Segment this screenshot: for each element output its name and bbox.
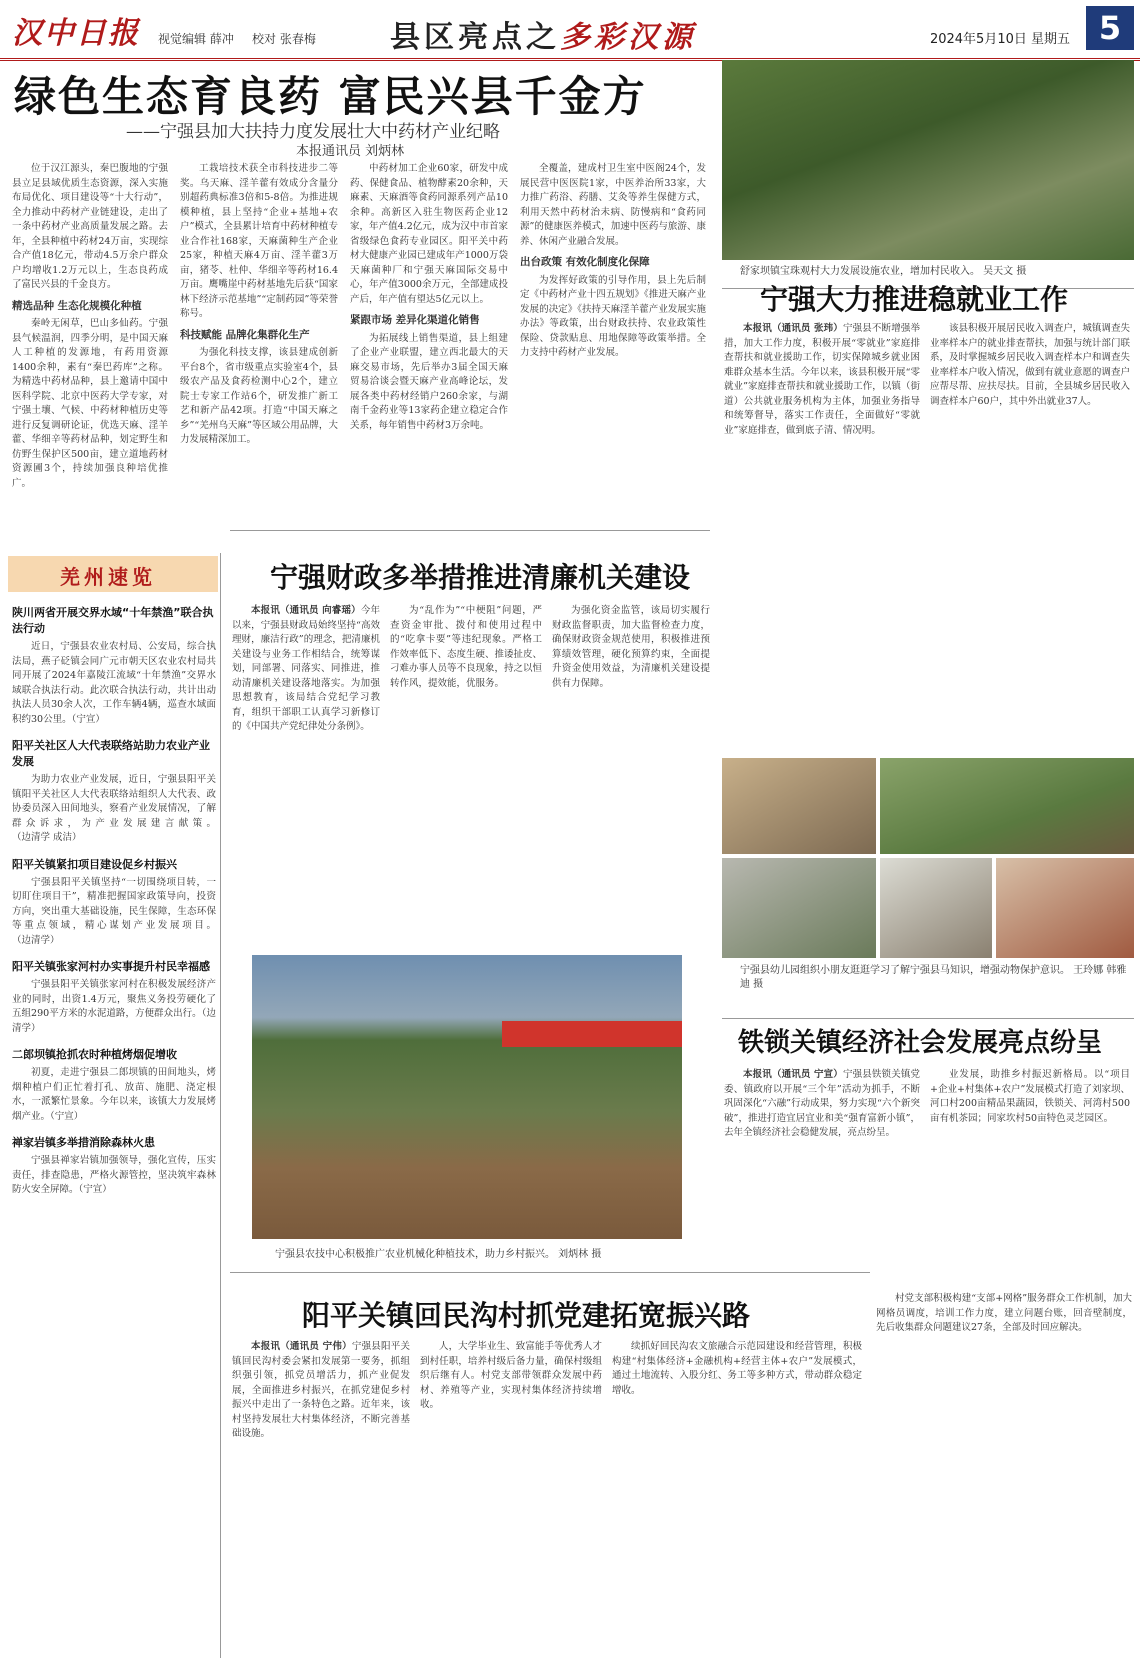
aerial-photo-greenhouses bbox=[722, 60, 1134, 260]
divider bbox=[230, 530, 710, 531]
finance-column-2: 为“乱作为”“中梗阻”问题，严查资金审批、拨付和使用过程中的“吃拿卡要”等违纪现象。严格工作效率低下、态度生硬、推诿扯皮、刁难办事人员等不良现象，持之以恒转作风，提效能，优服务。 bbox=[390, 605, 542, 689]
visual-editor: 视觉编辑 薛冲 bbox=[158, 32, 234, 46]
sidebar-title: 羌州速览 bbox=[60, 565, 156, 589]
tiesuo-headline: 铁锁关镇经济社会发展亮点纷呈 bbox=[738, 1028, 1103, 1058]
yangping-column-2: 人，大学毕业生、致富能手等优秀人才到村任职，培养村级后备力量，确保村级组织后继有人。村党支部带领群众发展中药材、养殖等产业，实现村集体经济持续增收。 bbox=[420, 1341, 602, 1410]
photo-child-closeup bbox=[996, 858, 1134, 958]
lead-subtitle: ——宁强县加大扶持力度发展壮大中药材产业纪略 bbox=[126, 122, 500, 142]
lead-headline: 绿色生态育良药 富民兴县千金方 bbox=[14, 72, 647, 121]
employment-headline: 宁强大力推进稳就业工作 bbox=[760, 283, 1069, 316]
list-item: 禅家岩镇多举措消除森林火患 宁强县禅家岩镇加强领导，强化宣传，压实责任，排查隐患，严格火源管控，坚决筑牢森林防火安全屏障。（宁宣） bbox=[12, 1136, 216, 1195]
lead-column-2: 工栽培技术获全市科技进步二等奖。乌天麻、淫羊藿有效成分含量分别超药典标准3倍和5-8倍。为推进规模种植，县上坚持“企业+基地+农户”模式，全县累计培育中药材种植专业合作社168家，天麻菌种生产企业25家，种植天麻4万亩、淫羊藿3万亩，猪苓、杜仲、华细辛等药材16.4万亩。鹰嘴崖中药材基地先后获“国家林下经济示范基地”“定制药园”等荣誉称号。 科技赋能 品牌化集群化生产 为强化科技支撑，该县建成创新平台8个，省市级重点实验室4个，县级农产品及食药检测中心2个，建立院士专家工作站6个，研发推广新工艺和新产品42项。打造“中国天麻之乡”“羌州乌天麻”等区域公用品牌，大力发展精深加工。 bbox=[180, 163, 338, 445]
photo-horses-field bbox=[880, 758, 1134, 854]
divider bbox=[230, 1272, 870, 1273]
kids-photo-caption: 宁强县幼儿园组织小朋友逛逛学习了解宁强县马知识，增强动物保护意识。 王玲娜 韩雅迪 摄 bbox=[740, 965, 1127, 990]
newspaper-logo: 汉中日报 bbox=[12, 16, 140, 51]
proofreader: 校对 张春梅 bbox=[252, 32, 316, 46]
tiesuo-column-2: 业发展，助推乡村振迟新格局。以“项目+企业+村集体+农户”发展模式打造了刘家坝、河口村200亩精品果蔬园，铁锁关、河湾村500亩有机茶园；同家坎村50亩特色灵芝园区。 bbox=[930, 1069, 1130, 1124]
lead-column-3: 中药材加工企业60家，研发中成药、保健食品、植物酵素20余种，天麻素、天麻酒等食药同源系列产品10余种。高新区入驻生物医药企业12家，年产值4.2亿元，成为汉中市首家省级绿色食药专业园区。阳平关中药材大健康产业园已建成年产1000万袋天麻菌种厂和宁强天麻国际交易中心，年产值3000余万元，全部建成投产后，年产值有望达5亿元以上。 紧跟市场 差异化渠道化销售 为拓展线上销售渠道，县上组建了企业产业联盟，建立西北最大的天麻交易市场，先后举办3届全国天麻贸易洽谈会暨天麻产业高峰论坛，发展各类中药材经销户260余家，与湖南千金药业等13家药企建立稳定合作关系，每年销售中药材3万余吨。 bbox=[350, 163, 508, 431]
list-item: 二郎坝镇抢抓农时种植烤烟促增收 初夏，走进宁强县二郎坝镇的田间地头，烤烟种植户们正忙着打孔、放苗、施肥、浇定根水，一派繁忙景象。今年以来，该镇大力发展烤烟产业。（宁宣） bbox=[12, 1048, 216, 1122]
farm-machinery-photo bbox=[252, 955, 682, 1239]
finance-column-1: 本报讯（通讯员 向睿瑶）今年以来，宁强县财政局始终坚持“高效理财，廉洁行政”的理念，把清廉机关建设与业务工作相结合，统筹谋划，同部署、同落实、同推进，推动清廉机关建设落地落实。为加强思想教育，该局结合党纪学习教育，组织干部职工认真学习新修订的《中国共产党纪律处分条例》。 bbox=[232, 605, 380, 732]
list-item: 阳平关镇紧扣项目建设促乡村振兴 宁强县阳平关镇坚持“一切围绕项目转，一切盯住项目干”，精准把握国家政策导向，投资方向，突出重大基础设施，民生保障，生态环保等重点领域，精心谋划产业发展项目。（边清学） bbox=[12, 857, 216, 946]
list-item: 阳平关社区人大代表联络站助力农业产业发展 为助力农业产业发展，近日，宁强县阳平关镇阳平关社区人大代表联络站组织人大代表、政协委员深入田间地头，察看产业发展情况，了解群众诉求，为产业发展建言献策。（边清学 成洁） bbox=[12, 739, 216, 843]
tiesuo-column-1: 本报讯（通讯员 宁宣）宁强县铁锁关镇党委、镇政府以开展“三个年”活动为抓手，不断巩固深化“六融”行动成果，努力实现“六个新突破”，推进打造宜居宜业和美“强育富新小镇”，去年全镇经济社会稳健发展，亮点纷呈。 bbox=[724, 1069, 920, 1138]
top-photo-caption: 舒家坝镇宝珠观村大力发展设施农业，增加村民收入。 吴天文 摄 bbox=[740, 266, 1027, 277]
photo-kids-outdoor bbox=[722, 858, 876, 958]
photo-classroom bbox=[722, 758, 876, 854]
employment-column-1: 本报讯（通讯员 张玮）宁强县不断增强举措，加大工作力度，积极开展“零就业”家庭排查帮扶和就业援助工作，切实保障城乡就业困难群众基本生活。今年以来，该县积极开展“零就业”家庭排查帮扶和就业援助工作，以镇（街道）公共就业服务机构为主体，加强业务指导和统筹督导，落实工作责任，全面做好“零就业”家庭排查，做到底子清、情况明。 bbox=[724, 323, 920, 436]
yangping-column-3: 续抓好回民沟农文旅融合示范园建设和经营管理，积极构建“村集体经济+金融机构+经营主体+农户”发展模式，通过土地流转、入股分红、务工等多种方式，带动群众稳定增收。 bbox=[612, 1341, 862, 1396]
photo-horse-white bbox=[880, 858, 992, 958]
kids-photo-grid bbox=[722, 758, 1134, 958]
yangping-column-4: 村党支部积极构建“支部+网格”服务群众工作机制，加大网格员调度，培训工作力度，建立问题台账，回音壁制度，先后收集群众问题建议27条，全部及时回应解决。 bbox=[876, 1293, 1132, 1333]
divider bbox=[722, 1018, 1134, 1019]
page-number: 5 bbox=[1086, 6, 1134, 50]
red-banner bbox=[502, 1021, 682, 1047]
farm-photo-caption: 宁强县农技中心积极推广农业机械化种植技术，助力乡村振兴。 刘炳林 摄 bbox=[275, 1249, 602, 1260]
yangping-column-1: 本报讯（通讯员 宁伟）宁强县阳平关镇回民沟村委会紧扣发展第一要务，抓组织强引领，抓党员增活力，抓产业促发展，全面推进乡村振兴，在抓党建促乡村振兴中走出了一条特色之路。近年来，该村坚持发展壮大村集体经济，不断完善基础设施。 bbox=[232, 1341, 410, 1439]
lead-column-4: 全覆盖，建成村卫生室中医阁24个，发展民营中医医院1家，中医养治所33家，大力推广药浴、药膳、艾灸等养生保健方式，利用天然中药材治未病、防慢病和“食药同源”的健康医养模式，加速中医药与旅游、康养、休闲产业融合发展。 出台政策 有效化制度化保障 为发挥好政策的引导作用，县上先后制定《中药材产业十四五规划》《推进天麻产业发展的决定》《扶持天麻淫羊藿产业发展实施办法》等政策，出台财政扶持、农业政策性保险、贷款贴息、用地保障等政策举措。全力支持中药材产业发展。 bbox=[520, 163, 706, 358]
yangping-headline: 阳平关镇回民沟村抓党建拓宽振兴路 bbox=[302, 1299, 751, 1332]
lead-byline: 本报通讯员 刘炳林 bbox=[296, 144, 405, 159]
sidebar-news-list bbox=[12, 604, 216, 1654]
section-title: 县区亮点之多彩汉源 bbox=[390, 20, 696, 55]
finance-column-3: 为强化资金监管，该局切实履行财政监督职责，加大监督检查力度，确保财政资金规范使用，积极推进预算绩效管理，硬化预算约束，全面提升资金使用效益，为清廉机关建设提供有力保障。 bbox=[552, 605, 710, 689]
list-item: 陕川两省开展交界水域“十年禁渔”联合执法行动 近日，宁强县农业农村局、公安局，综合执法局，燕子砭镇会同广元市朝天区农业农村局共同开展了2024年嘉陵江流域“十年禁渔”交界水域联合执法行动。此次联合执法行动，共计出动执法人员30余人次，工作车辆4辆，巡查水域面积约30公里。（宁宣） bbox=[12, 606, 216, 725]
list-item: 阳平关镇张家河村办实事提升村民幸福感 宁强县阳平关镇张家河村在积极发展经济产业的同时，出资1.4万元，聚焦义务投劳硬化了五组290平方米的水泥道路，方便群众出行。（边清学） bbox=[12, 960, 216, 1034]
issue-date: 2024年5月10日 星期五 bbox=[929, 32, 1070, 47]
finance-headline: 宁强财政多举措推进清廉机关建设 bbox=[270, 561, 691, 594]
employment-column-2: 该县积极开展居民收入调查户，城镇调查失业率样本户的就业排查帮扶，加强与统计部门联系，及时掌握城乡居民收入调查样本户和调查失业率样本户收入情况，做到有就业意愿的调查户应帮尽帮、应扶尽扶。目前，全县城乡居民收入调查样本户60户，其中外出就业37人。 bbox=[930, 323, 1130, 407]
lead-column-1: 位于汉江源头，秦巴腹地的宁强县立足县域优质生态资源，深入实施布局优化、项目建设等“十大行动”，全力推动中药材产业链建设，走出了一条中药材产业高质量发展之路。去年，全县种植中药材24万亩，实现综合产值18亿元，带动4.5万余户群众户均增收1.2万元以上，生态良药成了富民兴县的千金良方。 精选品种 生态化规模化种植 秦岭无闲草，巴山多仙药。宁强县气候温润，四季分明，是中国天麻人工种植的发源地，有药用资源1400余种，素有“秦巴药库”之称。为精选中药材品种，县上邀请中国中医科学院、北京中医药大学专家，对宁强土壤、气候、中药材种植历史等进行反复调研论证，优选天麻、淫羊藿、华细辛等药材品种，划定野生和仿野生保护区500亩，建立道地药材资源圃3个，持续加强良种培优推广。 bbox=[12, 163, 168, 489]
